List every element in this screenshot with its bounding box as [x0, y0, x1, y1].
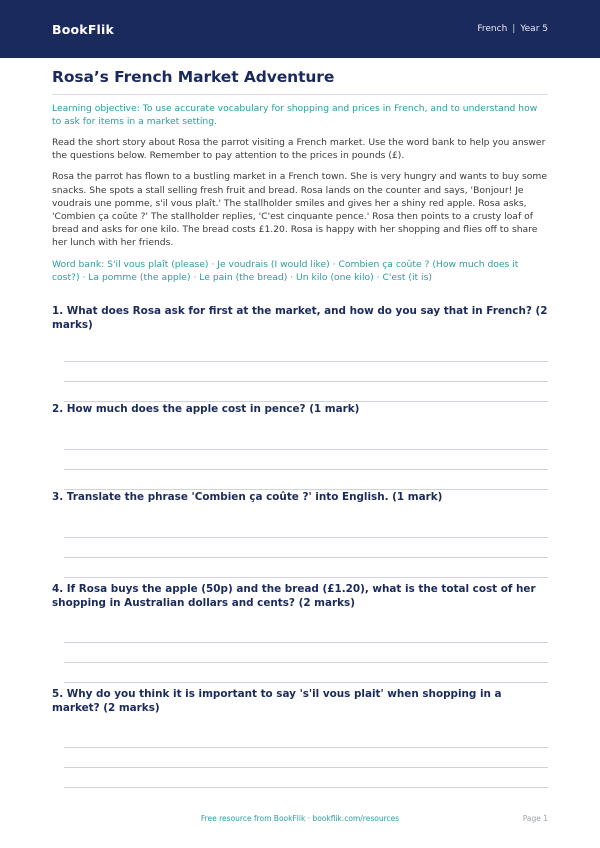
question-5: 5. Why do you think it is important to say 's'il vous plait' when shopping in a market? (2 marks): [52, 687, 502, 714]
year-label: Year 5: [520, 24, 548, 34]
answer-line[interactable]: [64, 787, 548, 788]
question-2: 2. How much does the apple cost in pence? (1 mark): [52, 402, 360, 415]
footer-source-link[interactable]: Free resource from BookFlik · bookflik.com/resources: [200, 814, 400, 823]
page-number: Page 1: [522, 814, 548, 823]
instructions: Read the short story about Rosa the parrot visiting a French market. Use the word bank to help you answer the questions below. Remember to pay attention to the prices in pounds (£).: [52, 137, 546, 162]
question-1: 1. What does Rosa ask for first at the market, and how do you say that in French? (2 marks): [52, 304, 548, 331]
learning-objective: Learning objective: To use accurate vocabulary for shopping and prices in French, and to understand how to ask for items in a market setting.: [52, 103, 538, 127]
answer-line[interactable]: [64, 577, 548, 578]
page-footer: [0, 814, 600, 830]
answer-line[interactable]: [64, 361, 548, 362]
page-header: [0, 0, 600, 58]
question-4: 4. If Rosa buys the apple (50p) and the bread (£1.20), what is the total cost of her shopping in Australian dollars and cents? (2 marks): [52, 582, 536, 609]
answer-line[interactable]: [64, 381, 548, 382]
meta-separator: |: [512, 24, 516, 34]
question-3: 3. Translate the phrase 'Combien ça coûte ?' into English. (1 mark): [52, 490, 443, 503]
answer-line[interactable]: [64, 642, 548, 643]
answer-line[interactable]: [64, 682, 548, 683]
page-title: Rosa’s French Market Adventure: [52, 68, 335, 86]
answer-line[interactable]: [64, 449, 548, 450]
answer-line[interactable]: [64, 747, 548, 748]
title-divider: [52, 94, 548, 95]
answer-line[interactable]: [64, 537, 548, 538]
worksheet-body: [0, 68, 600, 788]
subject-label: French: [477, 24, 508, 34]
answer-line[interactable]: [64, 662, 548, 663]
story-text: Rosa the parrot has flown to a bustling market in a French town. She is very hungry and wants to buy some snacks. She spots a stall selling fresh fruit and bread. Rosa lands on the counter and says, 'Bonjour! Je voudrais une pomme, s'il vous plaît.' The stallholder smiles and gives her a shiny red apple. Rosa asks, 'Combien ça coûte ?' The stallholder replies, 'C'est cinquante pence.' Rosa then points to a crusty loaf of bread and asks for one kilo. The bread costs £1.20. Rosa is happy with her shopping and flies off to share her lunch with her friends.: [52, 171, 547, 249]
subject-year-label: [477, 24, 548, 34]
answer-line[interactable]: [64, 767, 548, 768]
answer-line[interactable]: [64, 557, 548, 558]
answer-line[interactable]: [64, 469, 548, 470]
brand-logo: BookFlik: [52, 21, 115, 37]
word-bank: Word bank: S'il vous plaît (please) · Je voudrais (I would like) · Combien ça coûte ? (How much does it cost?) · La pomme (the apple) · Le pain (the bread) · Un kilo (one kilo) · C'est (it is): [52, 258, 519, 284]
